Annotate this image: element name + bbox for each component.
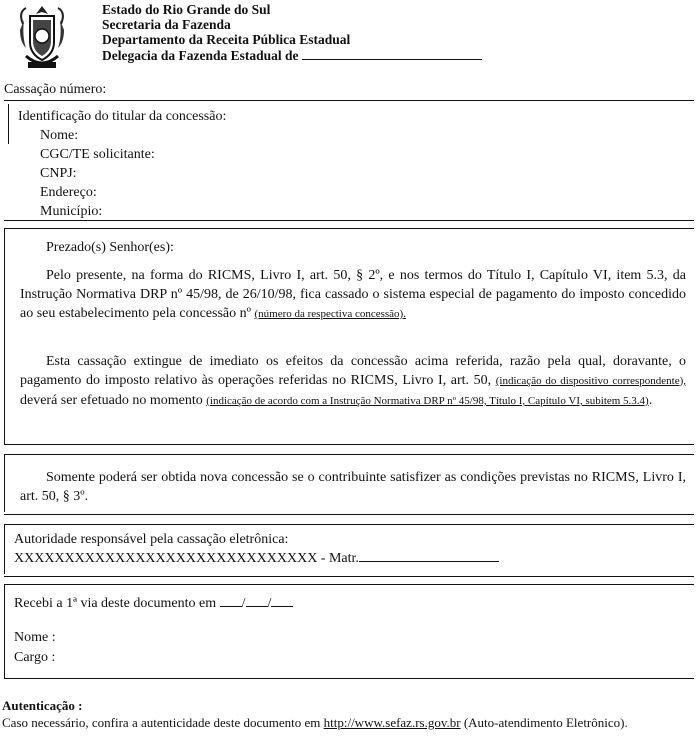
autenticacao-text: Caso necessário, confira a autenticidade deste documento em http://www.sefaz.rs.gov.br (Auto-atendimento Eletrônico). — [2, 715, 628, 730]
divider — [4, 100, 694, 101]
letter-greeting: Prezado(s) Senhor(es): — [46, 240, 174, 255]
recibo-line: Recebi a 1ª via deste documento em / / — [14, 594, 293, 613]
header-secretaria: Secretaria da Fazenda — [102, 17, 231, 32]
autoridade-value: XXXXXXXXXXXXXXXXXXXXXXXXXXXXXX - Matr. — [14, 549, 499, 568]
header-departamento: Departamento da Receita Pública Estadual — [102, 32, 351, 47]
recibo-box-bottom — [4, 678, 694, 679]
note-instrucao: (indicação de acordo com a Instrução Normativa DRP nº 45/98, Título I, Capítulo VI, subitem 5.3.4) — [206, 395, 649, 407]
nova-box-left — [4, 454, 5, 512]
nova-box-top — [4, 454, 694, 455]
divider — [4, 220, 694, 221]
letter-box-top — [4, 228, 694, 229]
nova-concessao-text: Somente poderá ser obtida nova concessão se o contribuinte satisfizer as condições previstas no RICMS, Livro I, art. 50, § 3º. — [20, 470, 686, 504]
recibo-nome: Nome : — [14, 630, 56, 645]
cassacao-number-label: Cassação número: — [4, 82, 107, 97]
header-state: Estado do Rio Grande do Sul — [102, 2, 271, 17]
titular-section — [18, 107, 226, 221]
field-cgc-te: CGC/TE solicitante: — [40, 147, 155, 162]
titular-heading: Identificação do titular da concessão: — [18, 109, 227, 124]
header-delegacia: Delegacia da Fazenda Estadual de — [102, 47, 482, 63]
sefaz-link[interactable]: http://www.sefaz.rs.gov.br — [323, 715, 461, 730]
letter-box-bottom — [4, 444, 694, 445]
coat-of-arms-logo — [18, 2, 66, 76]
autoridade-box-top — [4, 524, 694, 525]
recibo-cargo: Cargo : — [14, 650, 56, 665]
field-endereco: Endereço: — [40, 185, 97, 200]
field-municipio: Município: — [40, 204, 103, 219]
recibo-box-left — [4, 584, 5, 678]
note-numero-concessao: (número da respectiva concessão). — [254, 308, 406, 320]
autenticacao-title: Autenticação : — [2, 698, 83, 713]
autoridade-box-left — [4, 524, 5, 574]
nova-box-bottom — [4, 514, 694, 515]
field-nome: Nome: — [40, 128, 79, 143]
header-block — [102, 2, 482, 63]
recibo-box-top — [4, 584, 694, 585]
letter-paragraph-2: Esta cassação extingue de imediato os efeitos da concessão acima referida, razão pela qual, doravante, o pagamento do imposto relativo às operações referidas no RICMS, Livro I, art. 50, (indicação do dispositivo correspondente), deverá ser efetuado no momento (indicação de acordo com a Instrução Normativa DRP nº 45/98, Título I, Capítulo VI, subitem 5.3.4). — [20, 354, 687, 408]
autoridade-box-bottom — [4, 576, 694, 577]
autoridade-label: Autoridade responsável pela cassação eletrônica: — [14, 532, 289, 547]
titular-left-border — [8, 104, 9, 144]
letter-paragraph-1: Pelo presente, na forma do RICMS, Livro I, art. 50, § 2º, e nos termos do Título I, Capítulo VI, item 5.3, da Instrução Normativa DRP nº 45/98, de 26/10/98, fica cassado o sistema especial de pagamento do imposto concedido ao seu estabelecimento pela concessão nº (número da respectiva concessão). — [20, 268, 686, 321]
field-cnpj: CNPJ: — [40, 166, 77, 181]
letter-box-left — [4, 228, 5, 444]
note-dispositivo: (indicação do dispositivo correspondente), — [495, 375, 687, 387]
